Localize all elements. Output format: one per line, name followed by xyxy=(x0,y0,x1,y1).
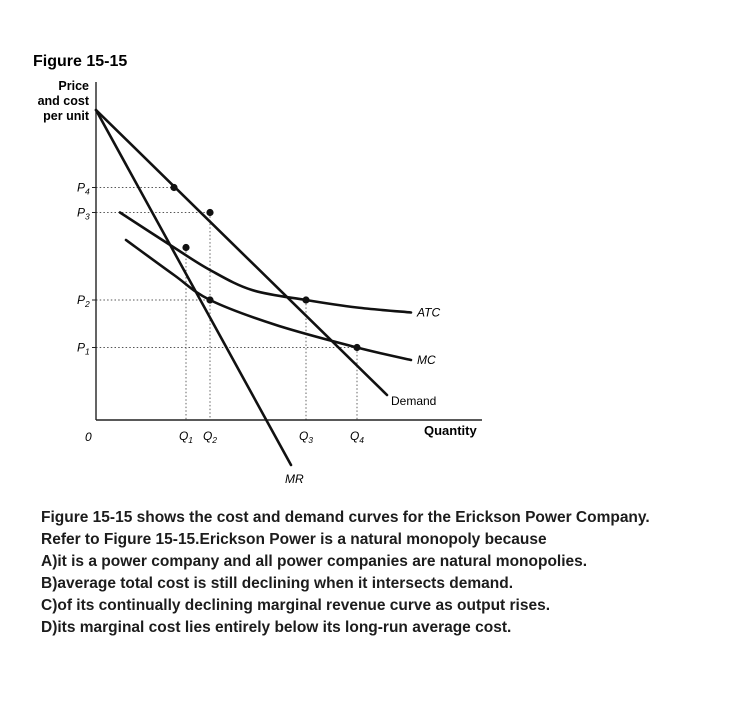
y-tick-label-p1: $P_1$ xyxy=(77,340,90,357)
curve-labels xyxy=(285,306,440,487)
x-tick-label-q4: $Q_4$ xyxy=(349,429,365,445)
mr-curve xyxy=(96,110,291,465)
x-tick-label-q1: $Q_1$ xyxy=(178,429,194,445)
mr-curve-label: MR xyxy=(285,472,304,486)
intersection-point-2 xyxy=(206,209,213,216)
x-tick-label-q2: $Q_2$ xyxy=(202,429,218,445)
demand-curve xyxy=(96,110,387,395)
answer-option-a[interactable]: A)it is a power company and all power companies are natural monopolies. xyxy=(41,553,588,570)
demand-curve-label: Demand xyxy=(391,394,437,408)
intersection-points xyxy=(170,184,360,351)
atc-curve xyxy=(120,213,411,313)
atc-curve-label: ATC xyxy=(417,305,441,320)
mc-curve-label: MC xyxy=(417,353,436,367)
curves xyxy=(96,110,411,465)
answer-option-d[interactable]: D)its marginal cost lies entirely below its long-run average cost. xyxy=(41,619,512,636)
answer-option-c[interactable]: C)of its continually declining marginal revenue curve as output rises. xyxy=(41,597,551,614)
y-tick-label-p2: $P_2$ xyxy=(77,293,90,309)
y-tick-label-p3: $P_3$ xyxy=(77,205,90,222)
question-intro: Figure 15-15 shows the cost and demand curves for the Erickson Power Company. xyxy=(41,509,650,526)
figure-title: Figure 15-15 xyxy=(33,53,128,70)
axis-ticks xyxy=(77,181,364,446)
y-axis-label-line-1: Price xyxy=(58,79,89,93)
intersection-point-5 xyxy=(302,296,309,303)
origin-label: 0 xyxy=(85,430,92,444)
x-axis-label: Quantity xyxy=(424,423,477,438)
intersection-point-4 xyxy=(206,296,213,303)
intersection-point-6 xyxy=(353,344,360,351)
y-axis-label-line-2: and cost xyxy=(37,94,89,108)
y-tick-label-p4: $P_4$ xyxy=(77,180,90,197)
x-tick-label-q3: $Q_3$ xyxy=(298,429,314,445)
question-prompt: Refer to Figure 15-15.Erickson Power is a natural monopoly because xyxy=(41,531,547,548)
intersection-point-3 xyxy=(182,244,189,251)
answer-option-b[interactable]: B)average total cost is still declining when it intersects demand. xyxy=(41,575,514,592)
y-axis-label-line-3: per unit xyxy=(43,109,89,123)
mc-curve xyxy=(126,240,411,360)
intersection-point-1 xyxy=(170,184,177,191)
question-block xyxy=(41,507,699,639)
